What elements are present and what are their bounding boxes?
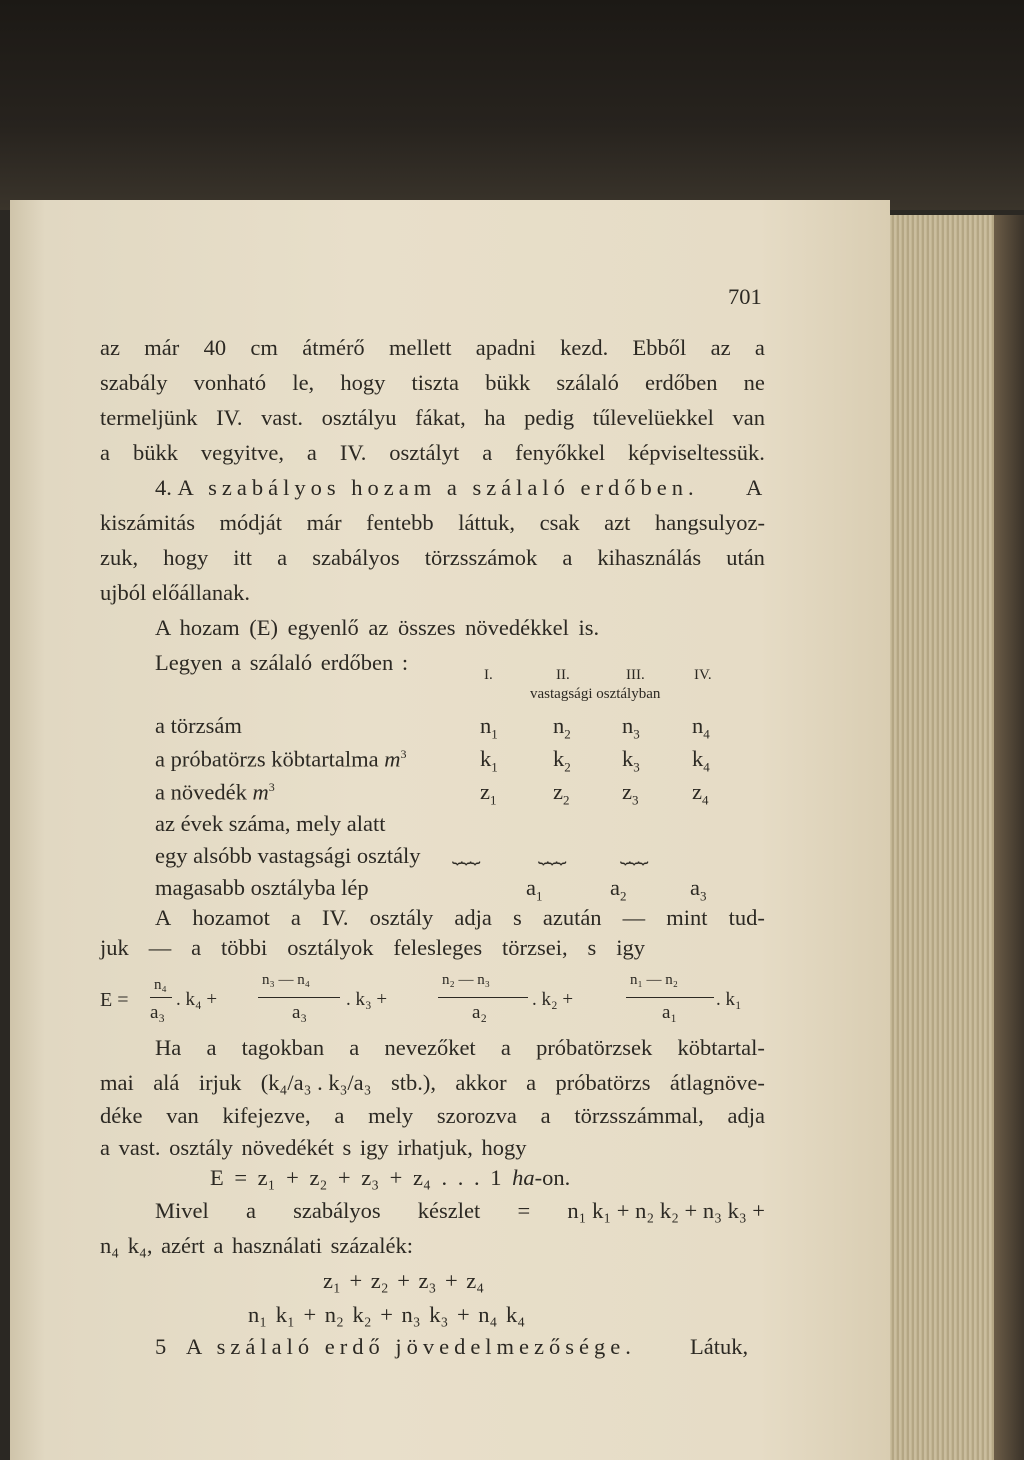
text-line [100, 547, 765, 570]
text-word: mely [368, 1103, 414, 1128]
formula-numerator: z₁ + z₂ + z₃ + z₄ [323, 1268, 485, 1293]
scan-background [0, 0, 1024, 210]
column-header: IV. [694, 667, 712, 683]
text-word: vast. [261, 405, 303, 430]
text-line: ujból előállanak. [100, 580, 250, 605]
text-word: fákat, [415, 405, 466, 430]
fraction-denominator: a₂ [472, 1002, 488, 1023]
text-word: IV. [339, 440, 367, 465]
text-word: osztályok [287, 935, 374, 960]
formula-term: . k₂ + [532, 989, 574, 1010]
fraction-bar [258, 997, 340, 998]
text-word: törzsszámok [424, 545, 538, 570]
text-word: s [587, 935, 597, 960]
text-word: a [540, 1103, 551, 1128]
text-line [100, 937, 645, 960]
fraction-bar [248, 1297, 648, 1298]
text-word: vonható [193, 370, 267, 395]
text-word: átmérő [302, 335, 365, 360]
text-word: után [726, 545, 765, 570]
fraction-numerator: n₃ — n₄ [262, 972, 310, 988]
text-word: (k₄/a₃ . k₃/a₃ [260, 1070, 372, 1095]
formula-term: . k₁ [716, 989, 742, 1010]
text-word: ne [743, 370, 765, 395]
text-word: pedig [524, 405, 575, 430]
text-word: mai [100, 1070, 134, 1095]
text-word: IV. [216, 405, 243, 430]
text-word: módját [219, 510, 283, 535]
underbrace-symbol: ⏟⏟⏟ [620, 844, 647, 864]
table-cell: $k_1$ [480, 746, 498, 775]
formula-sum: E = z₁ + z₂ + z₃ + z₄ . . . 1 ha-on. [210, 1165, 571, 1190]
section-heading: A szálaló erdő jövedelmezősége. [186, 1334, 636, 1359]
text-word: felesleges [393, 935, 483, 960]
text-line: a vast. osztály növedékét s igy irhatjuk, hogy [100, 1135, 527, 1160]
text-word: s [512, 905, 522, 930]
text-word: láttuk, [458, 510, 516, 535]
column-header: III. [626, 667, 645, 683]
text-word: a [500, 1035, 511, 1060]
text-line [155, 1037, 765, 1060]
text-word: csak [539, 510, 580, 535]
text-word: fentebb [366, 510, 434, 535]
text-word: termeljünk [100, 405, 198, 430]
text-word: kifejezve, [222, 1103, 311, 1128]
text-word: le, [292, 370, 315, 395]
row-label: a próbatörzs köbtartalma $m^3$ [155, 746, 407, 772]
text-word: erdőben [645, 370, 718, 395]
text-word: a [100, 440, 110, 465]
fraction-bar [438, 997, 528, 998]
text-line [100, 1072, 765, 1095]
text-word: hogy [340, 370, 386, 395]
text-word: bükk [485, 370, 531, 395]
fraction-denominator: a₁ [662, 1002, 678, 1023]
formula-term: . k₃ + [346, 989, 388, 1010]
text-word: a [526, 1070, 537, 1095]
text-word: adja [454, 905, 492, 930]
text-word: szorozva [436, 1103, 517, 1128]
fraction-denominator: a₃ [292, 1002, 308, 1023]
text-word: tagokban [241, 1035, 325, 1060]
table-cell: $z_3$ [622, 779, 639, 808]
row-label: egy alsóbb vastagsági osztály [155, 843, 421, 868]
text-word: Ha [155, 1035, 182, 1060]
text-word: igy [616, 935, 645, 960]
formula-denominator: n₁ k₁ + n₂ k₂ + n₃ k₃ + n₄ k₄ [248, 1302, 526, 1327]
table-cell: $z_2$ [553, 779, 570, 808]
text-word: van [732, 405, 765, 430]
text-word: hangsulyoz- [654, 510, 765, 535]
text-word: A [155, 905, 172, 930]
text-word: többi [221, 935, 268, 960]
table-cell: $n_2$ [553, 713, 571, 742]
text-line: A hozam (E) egyenlő az összes növedékkel is. [155, 615, 600, 640]
text-word: déke [100, 1103, 143, 1128]
table-cell: $a_3$ [690, 875, 707, 904]
fraction-bar [626, 997, 714, 998]
text-word: juk [100, 935, 129, 960]
row-label: a törzsám [155, 713, 242, 738]
text-word: a [306, 440, 317, 465]
text-word: a [290, 905, 301, 930]
text-word: Látuk, [690, 1334, 749, 1359]
text-word: a [754, 335, 765, 360]
text-word: irjuk [198, 1070, 242, 1095]
text-word: köbtartal- [677, 1035, 765, 1060]
column-header: I. [484, 667, 493, 683]
text-word: bükk [132, 440, 178, 465]
table-cell: $n_1$ [480, 713, 498, 742]
text-word: itt [233, 545, 253, 570]
text-word: 40 [203, 335, 227, 360]
text-word: hogy [163, 545, 209, 570]
text-word: kiszámitás [100, 510, 195, 535]
text-word: mint [666, 905, 708, 930]
text-word: már [306, 510, 342, 535]
text-word: tiszta [411, 370, 460, 395]
text-word: adja [727, 1103, 765, 1128]
text-word: a [349, 1035, 360, 1060]
text-word: tud- [728, 905, 765, 930]
text-line [100, 407, 765, 430]
text-word: képviseltessük. [628, 440, 765, 465]
text-word: = [517, 1198, 531, 1223]
text-word: hozamot [192, 905, 270, 930]
column-subheader: vastagsági osztályban [530, 686, 661, 702]
text-word: az [100, 335, 120, 360]
text-word: IV. [322, 905, 349, 930]
text-word: átlagnöve- [669, 1070, 765, 1095]
fraction-bar [150, 997, 172, 998]
text-word: akkor [455, 1070, 507, 1095]
underbrace-symbol: ⏟⏟⏟ [452, 844, 479, 864]
text-word: zuk, [100, 545, 139, 570]
text-word: a [562, 545, 573, 570]
text-line [100, 512, 765, 535]
table-cell: $n_3$ [622, 713, 640, 742]
text-word: már [144, 335, 180, 360]
text-line [100, 1105, 765, 1128]
text-word: van [166, 1103, 199, 1128]
text-word: a [206, 1035, 217, 1060]
table-cell: $k_4$ [692, 746, 710, 775]
text-word: — [622, 905, 646, 930]
book-page [10, 200, 890, 1460]
text-word: törzsszámmal, [574, 1103, 704, 1128]
section-heading: 4. A szabályos hozam a szálaló erdőben. [155, 475, 699, 500]
text-line [100, 442, 765, 465]
text-word: a [334, 1103, 345, 1128]
table-cell: $a_2$ [610, 875, 627, 904]
text-word: tűlevelüekkel [592, 405, 714, 430]
row-label: az évek száma, mely alatt [155, 811, 386, 836]
text-word: szálaló [556, 370, 619, 395]
text-word: Mivel [155, 1198, 209, 1223]
text-word: készlet [417, 1198, 481, 1223]
text-word: mellett [389, 335, 452, 360]
text-word: Ebből [632, 335, 687, 360]
text-word: — [148, 935, 172, 960]
text-word: szabályos [312, 545, 400, 570]
text-word: kezd. [560, 335, 609, 360]
fraction-numerator: n₄ [154, 977, 167, 993]
text-word: az [710, 335, 731, 360]
text-line [100, 337, 765, 360]
underbrace-symbol: ⏟⏟⏟ [538, 844, 565, 864]
text-word: osztályu [321, 405, 397, 430]
formula-term: . k₄ + [176, 989, 218, 1010]
text-word: osztályt [389, 440, 460, 465]
text-word: törzsei, [502, 935, 568, 960]
text-line [155, 1200, 765, 1223]
text-word: a [277, 545, 288, 570]
row-label: magasabb osztályba lép [155, 875, 369, 900]
text-word: kihasználás [597, 545, 702, 570]
text-word: A [746, 475, 763, 500]
table-cell: $a_1$ [526, 875, 543, 904]
text-word: próbatörzs [555, 1070, 651, 1095]
text-word: a [191, 935, 202, 960]
table-cell: $k_3$ [622, 746, 640, 775]
text-word: stb.), [390, 1070, 436, 1095]
text-word: vegyitve, [200, 440, 284, 465]
text-word: nevezőket [384, 1035, 476, 1060]
table-cell: $z_4$ [692, 779, 709, 808]
text-word: alá [153, 1070, 180, 1095]
text-word: osztály [369, 905, 434, 930]
text-word: azt [604, 510, 631, 535]
text-line [155, 907, 765, 930]
fraction-numerator: n₁ — n₂ [630, 972, 678, 988]
text-word: a [245, 1198, 256, 1223]
fraction-denominator: a₃ [150, 1002, 166, 1023]
text-word: apadni [475, 335, 536, 360]
text-word: szabály [100, 370, 168, 395]
text-line [100, 372, 765, 395]
table-cell: $n_4$ [692, 713, 710, 742]
section-heading-number: 5 [155, 1334, 167, 1359]
text-word: cm [250, 335, 278, 360]
text-line: n₄ k₄, azért a használati százalék: [100, 1233, 414, 1258]
table-cell: $k_2$ [553, 746, 571, 775]
text-word: ha [484, 405, 506, 430]
formula-lhs: E = [100, 989, 129, 1011]
text-word: próbatörzsek [536, 1035, 653, 1060]
fraction-numerator: n₂ — n₃ [442, 972, 490, 988]
text-word: n₁ k₁ + n₂ k₂ + n₃ k₃ + [567, 1198, 765, 1223]
text-line: Legyen a szálaló erdőben : [155, 650, 409, 675]
text-word: szabályos [293, 1198, 381, 1223]
text-word: fenyőkkel [515, 440, 606, 465]
page-number: 701 [728, 284, 762, 309]
table-cell: $z_1$ [480, 779, 497, 808]
column-header: II. [556, 667, 570, 683]
text-word: a [482, 440, 493, 465]
row-label: a növedék $m^3$ [155, 779, 275, 805]
text-word: azután [542, 905, 602, 930]
